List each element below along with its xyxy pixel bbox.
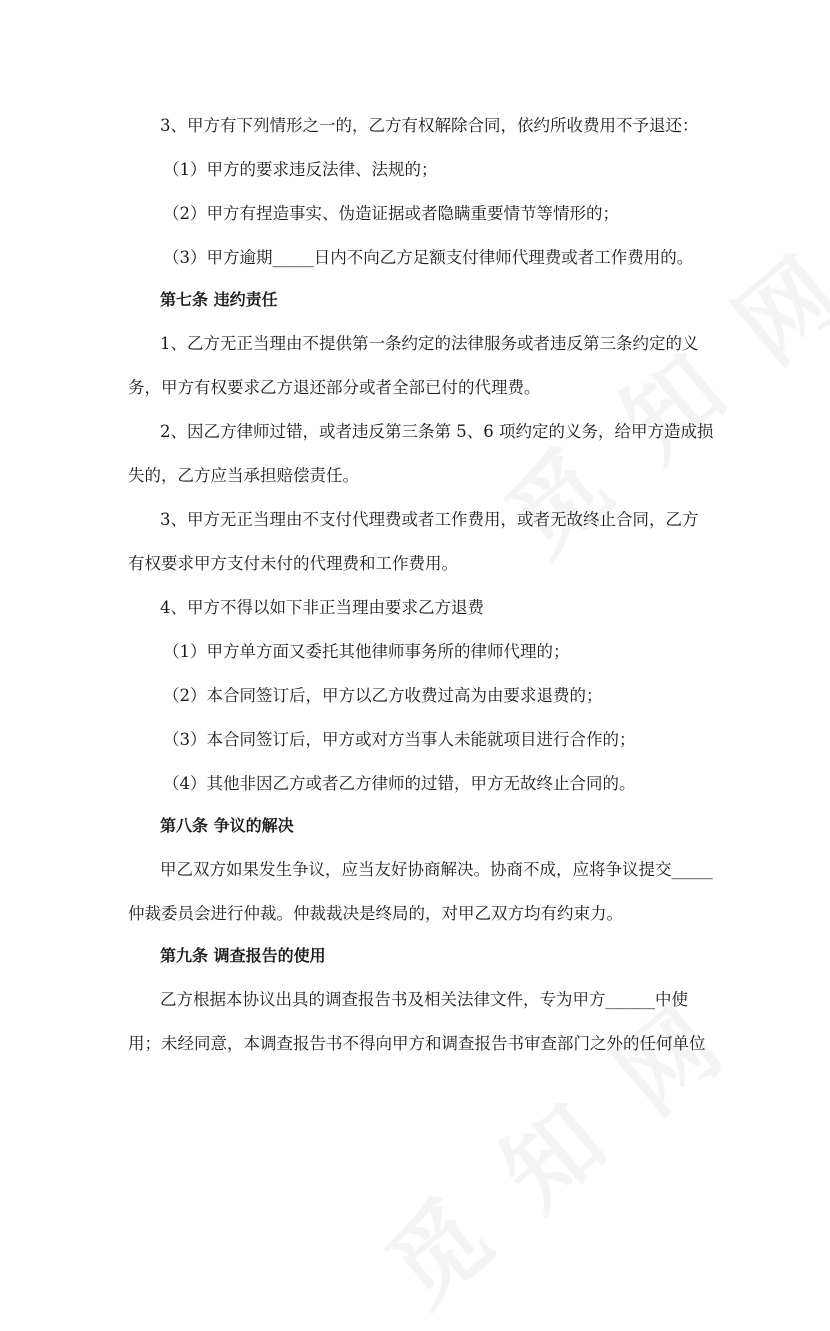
paragraph-line: 乙方根据本协议出具的调查报告书及相关法律文件，专为甲方______中使 bbox=[160, 990, 688, 1009]
paragraph-line: 2、因乙方律师过错，或者违反第三条第 5、6 项约定的义务，给甲方造成损 bbox=[160, 422, 714, 441]
paragraph-3-termination: 3、甲方有下列情形之一的，乙方有权解除合同，依约所收费用不予退还： bbox=[160, 116, 699, 135]
paragraph-line: 4、甲方不得以如下非正当理由要求乙方退费 bbox=[160, 598, 484, 617]
list-item: （3）本合同签订后，甲方或对方当事人未能就项目进行合作的； bbox=[163, 730, 636, 749]
section-heading-article-8: 第八条 争议的解决 bbox=[160, 816, 294, 835]
section-heading-article-7: 第七条 违约责任 bbox=[160, 290, 278, 309]
paragraph-line: 有权要求甲方支付未付的代理费和工作费用。 bbox=[128, 554, 458, 573]
list-item: （2）甲方有捏造事实、伪造证据或者隐瞒重要情节等情形的； bbox=[163, 204, 619, 223]
paragraph-line: 用；未经同意，本调查报告书不得向甲方和调查报告书审查部门之外的任何单位 bbox=[128, 1034, 706, 1053]
list-item: （1）甲方的要求违反法律、法规的； bbox=[163, 160, 438, 179]
paragraph-line: 仲裁委员会进行仲裁。仲裁裁决是终局的，对甲乙双方均有约束力。 bbox=[128, 904, 623, 923]
list-item: （1）甲方单方面又委托其他律师事务所的律师代理的； bbox=[163, 642, 570, 661]
paragraph-line: 甲乙双方如果发生争议，应当友好协商解决。协商不成，应将争议提交_____ bbox=[160, 860, 713, 879]
paragraph-line: 务，甲方有权要求乙方退还部分或者全部已付的代理费。 bbox=[128, 378, 541, 397]
list-item: （3）甲方逾期_____日内不向乙方足额支付律师代理费或者工作费用的。 bbox=[163, 248, 694, 267]
paragraph-line: 1、乙方无正当理由不提供第一条约定的法律服务或者违反第三条约定的义 bbox=[160, 334, 699, 353]
list-item: （4）其他非因乙方或者乙方律师的过错，甲方无故终止合同的。 bbox=[163, 774, 636, 793]
paragraph-line: 3、甲方无正当理由不支付代理费或者工作费用，或者无故终止合同，乙方 bbox=[160, 510, 699, 529]
watermark bbox=[353, 966, 751, 1331]
paragraph-line: 失的，乙方应当承担赔偿责任。 bbox=[128, 466, 359, 485]
section-heading-article-9: 第九条 调查报告的使用 bbox=[160, 946, 326, 965]
list-item: （2）本合同签订后，甲方以乙方收费过高为由要求退费的； bbox=[163, 686, 603, 705]
